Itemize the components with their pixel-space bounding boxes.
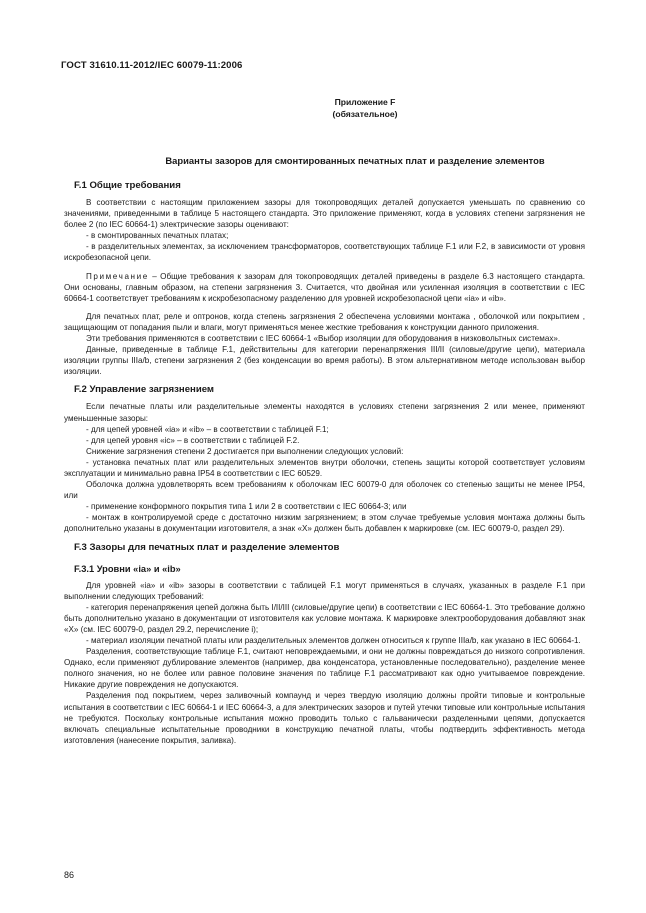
page-number: 86 xyxy=(64,870,75,880)
paragraph: Эти требования применяются в соответствии с IEC 60664-1 «Выбор изоляции для оборудования в низковольтных системах». xyxy=(86,334,561,344)
standard-designation: ГОСТ 31610.11-2012/IEC 60079-11:2006 xyxy=(61,60,243,71)
list-item: - материал изоляции печатной платы или разделительных элементов должен относиться к группе IIIa/b, как указано в IEC 60664-1. xyxy=(86,636,581,645)
note-paragraph xyxy=(64,271,585,304)
appendix-status: (обязательное) xyxy=(332,109,398,119)
section-f2-heading: F.2 Управление загрязнением xyxy=(74,384,215,396)
list-item: - в смонтированных печатных платах; xyxy=(86,231,229,241)
section-f3-heading: F.3 Зазоры для печатных плат и разделение элементов xyxy=(74,541,340,553)
note-text: – Общие требования к зазорам для токопроводящих деталей приведены в разделе 6.3 настоящего стандарта. Они основаны, главным образом, на степени загрязнения 3. Считается, что двойная или усиленная изоляция в соответствии с IEC 60664-1 соответствует требованиям к искробезопасному разделению для уровней искробезопасной цепи «ia» и «ib». xyxy=(64,271,585,303)
appendix-heading xyxy=(0,96,646,120)
paragraph: В соответствии с настоящим приложением зазоры для токопроводящих деталей допускается уменьшать по сравнению со значениями, приведенными в таблице 5 настоящего стандарта. Это приложение применяют, когда в условиях степени загрязнения не более 2 (по IEC 60664-1) электрические зазоры оценивают: xyxy=(64,198,585,230)
list-item: - категория перенапряжения цепей должна быть I/II/III (силовые/другие цепи) в соответствии с IEC 60664-1. Это требование должно быть дополнительно указано в документации от изготовителя как условие монтажа. К маркировке электрооборудования добавляют знак «X» (см. IEC 60079-0, раздел 29.2, перечисление i); xyxy=(64,602,585,634)
section-f1-heading: F.1 Общие требования xyxy=(74,180,181,191)
list-item: - для цепей уровня «ic» – в соответствии с таблицей F.2. xyxy=(86,435,300,445)
list-item: - в разделительных элементах, за исключением трансформаторов, соответствующих таблице F.1 или F.2, в зависимости от уровня искробезопасной цепи. xyxy=(64,242,585,263)
note-label: Примечание xyxy=(86,271,149,281)
paragraph: Для печатных плат, реле и оптронов, когда степень загрязнения 2 обеспечена условиями монтажа , оболочкой или покрытием , защищающим от попадания пыли и влаги, могут применяться менее жесткие требования к конструкции данного приложения. xyxy=(64,311,585,332)
paragraph: Снижение загрязнения степени 2 достигается при выполнении следующих условий: xyxy=(86,446,404,456)
document-body xyxy=(64,180,585,746)
list-item: - применение конформного покрытия типа 1 или 2 в соответствии с IEC 60664-3; или xyxy=(86,502,407,512)
paragraph: Если печатные платы или разделительные элементы находятся в условиях степени загрязнения 2 или менее, применяют уменьшенные зазоры: xyxy=(64,402,585,423)
paragraph: Разделения под покрытием, через заливочный компаунд и через твердую изоляцию должны пройти типовые и контрольные испытания в соответствии с IEC 60664-1 и IEC 60664-3, а для электрических зазоров и путей утечки типовые или контрольные испытания не требуются. Поскольку контрольные испытания можно проводить только с гальванически разделенными цепями, допускается включать специальные испытательные проводники в конструкцию печатной платы, чтобы подтвердить эффективность метода изготовления (нанесение покрытия, заливка). xyxy=(64,691,585,745)
paragraph: Разделения, соответствующие таблице F.1, считают неповреждаемыми, и они не должны повреждаться до низкого сопротивления. Однако, если применяют дублирование элементов (например, два конденсатора, установленные последовательно), разделение менее полного значения, но не более или равное половине значения по таблице F.1 рассматривают как одно учитываемое повреждение. Никакие другие повреждения не допускаются. xyxy=(64,647,585,690)
paragraph: Данные, приведенные в таблице F.1, действительны для категории перенапряжения III/II (силовые/другие цепи), материала изоляции группы IIIa/b, степени загрязнения 2 (без конденсации во время работы). В этом альтернативном методе использован выбор изоляции. xyxy=(64,345,585,377)
paragraph: Для уровней «ia» и «ib» зазоры в соответствии с таблицей F.1 могут применяться в случаях, указанных в разделе F.1 при выполнении следующих требований: xyxy=(64,580,585,601)
section-f3-1-heading: F.3.1 Уровни «ia» и «ib» xyxy=(74,563,181,574)
list-item: - для цепей уровней «ia» и «ib» – в соответствии с таблицей F.1; xyxy=(86,424,329,434)
paragraph: Оболочка должна удовлетворять всем требованиям к оболочкам IEC 60079-0 для оболочек со степенью защиты не менее IP54, или xyxy=(64,480,585,501)
appendix-main-title: Варианты зазоров для смонтированных печатных плат и разделение элементов xyxy=(165,155,545,166)
list-item: - установка печатных плат или разделительных элементов внутри оболочки, степень защиты которой соответствует условиям эксплуатации и минимально равна IP54 в соответствии с IEC 60529. xyxy=(64,457,585,478)
list-item: - монтаж в контролируемой среде с достаточно низким загрязнением; в этом случае требуемые условия монтажа должны быть дополнительно указаны в документации изготовителя, а знак «X» должен быть добавлен к маркировке (см. IEC 60079-0, раздел 29). xyxy=(64,513,585,534)
appendix-title: Приложение F xyxy=(334,97,396,107)
